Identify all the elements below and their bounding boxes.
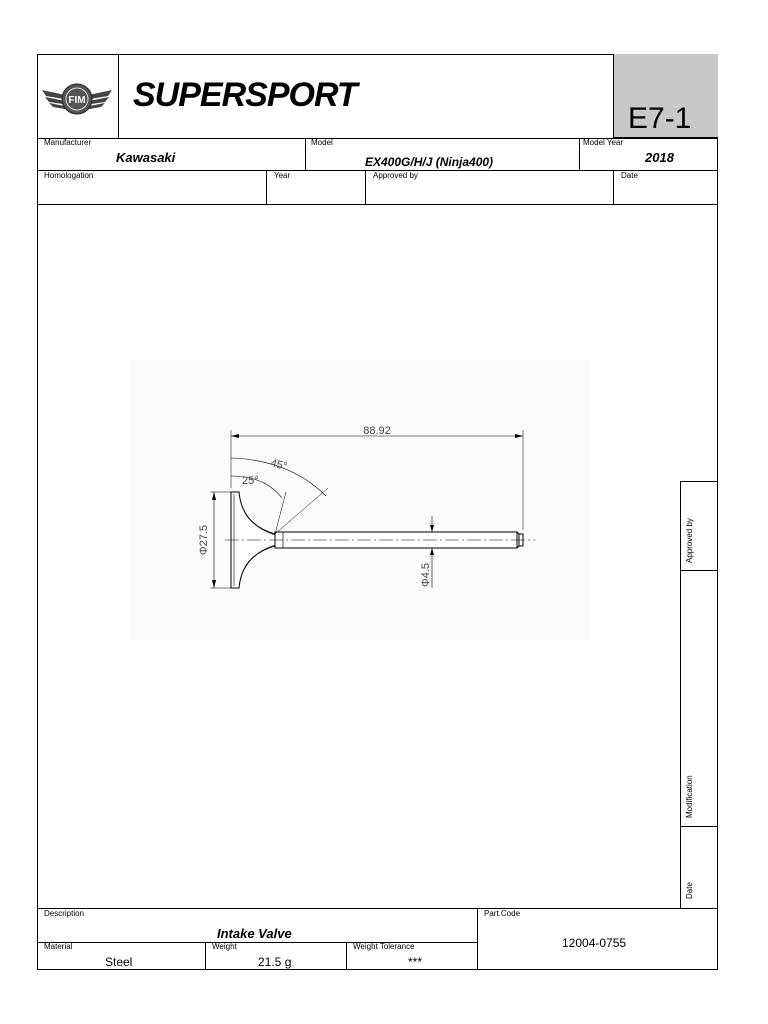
model-value: EX400G/H/J (Ninja400) [365, 155, 494, 169]
footer-weight-divider [205, 942, 206, 970]
row-divider-3 [37, 204, 718, 205]
date-label: Date [621, 171, 638, 180]
col-divider-approved [365, 170, 366, 204]
homologation-label: Homologation [44, 171, 94, 180]
footer-tolerance-divider [346, 942, 347, 970]
col-divider-date [613, 170, 614, 204]
model-year-label: Model Year [583, 138, 624, 147]
col-divider-year [266, 170, 267, 204]
side-panel-div-1 [680, 570, 718, 571]
model-year-value: 2018 [645, 150, 674, 165]
material-value: Steel [105, 955, 133, 969]
side-approved-by-label: Approved by [685, 518, 694, 563]
fim-logo [40, 74, 114, 124]
manufacturer-value: Kawasaki [116, 150, 176, 165]
head-diameter-label: Φ27.5 [198, 524, 210, 556]
valve-drawing [130, 360, 590, 640]
weight-tolerance-label: Weight Tolerance [353, 942, 415, 951]
weight-value: 21.5 g [258, 955, 292, 969]
fim-logo-text: FIM [68, 95, 86, 106]
angle-25-label: 25° [242, 475, 259, 487]
header-divider [118, 54, 119, 138]
footer-top [37, 908, 718, 909]
footer-part-divider [477, 908, 478, 970]
part-code-value: 12004-0755 [562, 936, 627, 950]
side-modification-label: Modification [685, 775, 694, 818]
side-panel-div-2 [680, 826, 718, 827]
col-divider-model-year [579, 138, 580, 170]
manufacturer-label: Manufacturer [44, 138, 92, 147]
side-panel-left-border [680, 481, 681, 908]
weight-tolerance-value: *** [408, 955, 423, 969]
sheet-code: E7-1 [628, 102, 692, 135]
material-label: Material [44, 942, 73, 951]
page-title: SUPERSPORT [133, 76, 357, 114]
col-divider-model [305, 138, 306, 170]
description-label: Description [44, 909, 85, 918]
model-label: Model [311, 138, 333, 147]
approved-by-label: Approved by [373, 171, 418, 180]
description-value: Intake Valve [217, 926, 292, 941]
angle-45-label: 45° [269, 457, 289, 473]
part-code-label: Part.Code [484, 909, 521, 918]
year-label: Year [274, 171, 291, 180]
side-panel-top [680, 481, 718, 482]
stem-diameter-label: Φ4.5 [420, 562, 432, 588]
side-date-label: Date [685, 882, 694, 899]
weight-label: Weight [212, 942, 237, 951]
length-dimension: 88.92 [363, 425, 391, 437]
